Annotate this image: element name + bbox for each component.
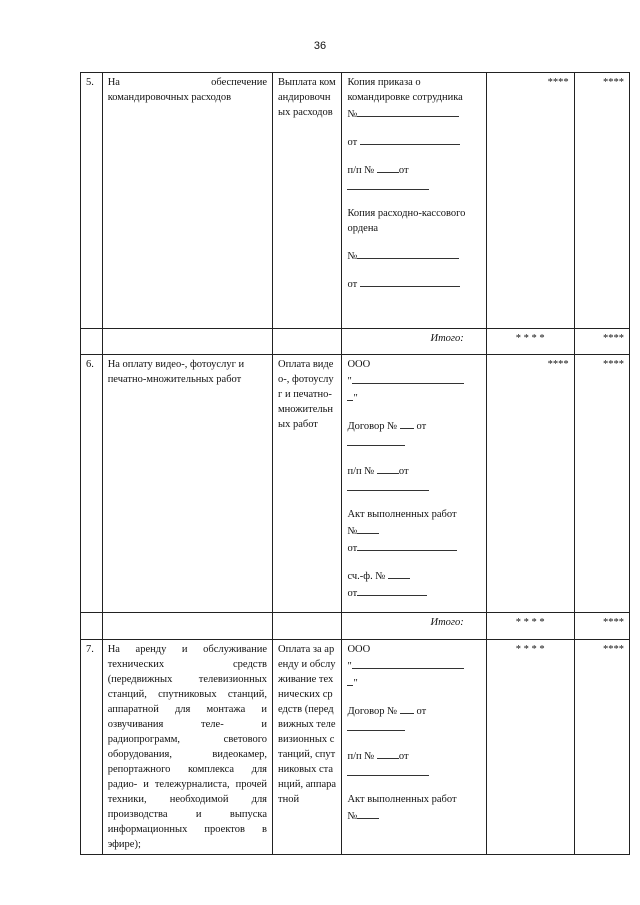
- payment-type-cell: Выплата командировочных расходов: [273, 73, 342, 329]
- total-sum: * * * *: [486, 329, 574, 355]
- table-row: [81, 73, 630, 329]
- purpose-cell: На оплату видео-, фотоуслуг и печатно-множительных работ: [102, 355, 272, 613]
- table-row: [81, 355, 630, 613]
- payment-type-cell: Оплата за аренду и обслуживание технических средств (передвижных телевизионных станций, спутниковых станций, аппаратной: [273, 640, 342, 855]
- table-row: [81, 640, 630, 855]
- total-sum: ****: [574, 329, 629, 355]
- sum-cell: ****: [574, 355, 629, 613]
- sum-cell: ****: [486, 355, 574, 613]
- sum-cell: * * * *: [486, 640, 574, 855]
- sum-cell: ****: [574, 640, 629, 855]
- total-label: Итого:: [342, 329, 486, 355]
- total-row: [81, 613, 630, 640]
- row-number: 7.: [81, 640, 103, 855]
- page-number: 36: [313, 40, 327, 52]
- documents-cell: ООО " " Договор № от п/п № от Акт выполненных работ № от сч.-ф. № от: [342, 355, 486, 613]
- documents-cell: Копия приказа о командировке сотрудника № от п/п № от Копия расходно-кассового ордена № от: [342, 73, 486, 329]
- total-sum: * * * *: [486, 613, 574, 640]
- total-label: Итого:: [342, 613, 486, 640]
- payment-type-cell: Оплата видео-, фотоуслуг и печатно-множительных работ: [273, 355, 342, 613]
- total-row: [81, 329, 630, 355]
- purpose-cell: На аренду и обслуживание технических средств (передвижных телевизионных станций, спутниковых станций, аппаратной для монтажа и озвучивания теле- и радиопрограмм, светового оборудования, видеокамер, репортажного комплекса для радио- и тележурналиста, прочей техники, необходимой для производства и выпуска информационных проектов в эфире);: [102, 640, 272, 855]
- row-number: 5.: [81, 73, 103, 329]
- row-number: 6.: [81, 355, 103, 613]
- expense-table: [80, 72, 630, 855]
- purpose-cell: На обеспечение командировочных расходов: [102, 73, 272, 329]
- sum-cell: ****: [574, 73, 629, 329]
- documents-cell: ООО " " Договор № от п/п № от Акт выполненных работ №: [342, 640, 486, 855]
- sum-cell: ****: [486, 73, 574, 329]
- total-sum: ****: [574, 613, 629, 640]
